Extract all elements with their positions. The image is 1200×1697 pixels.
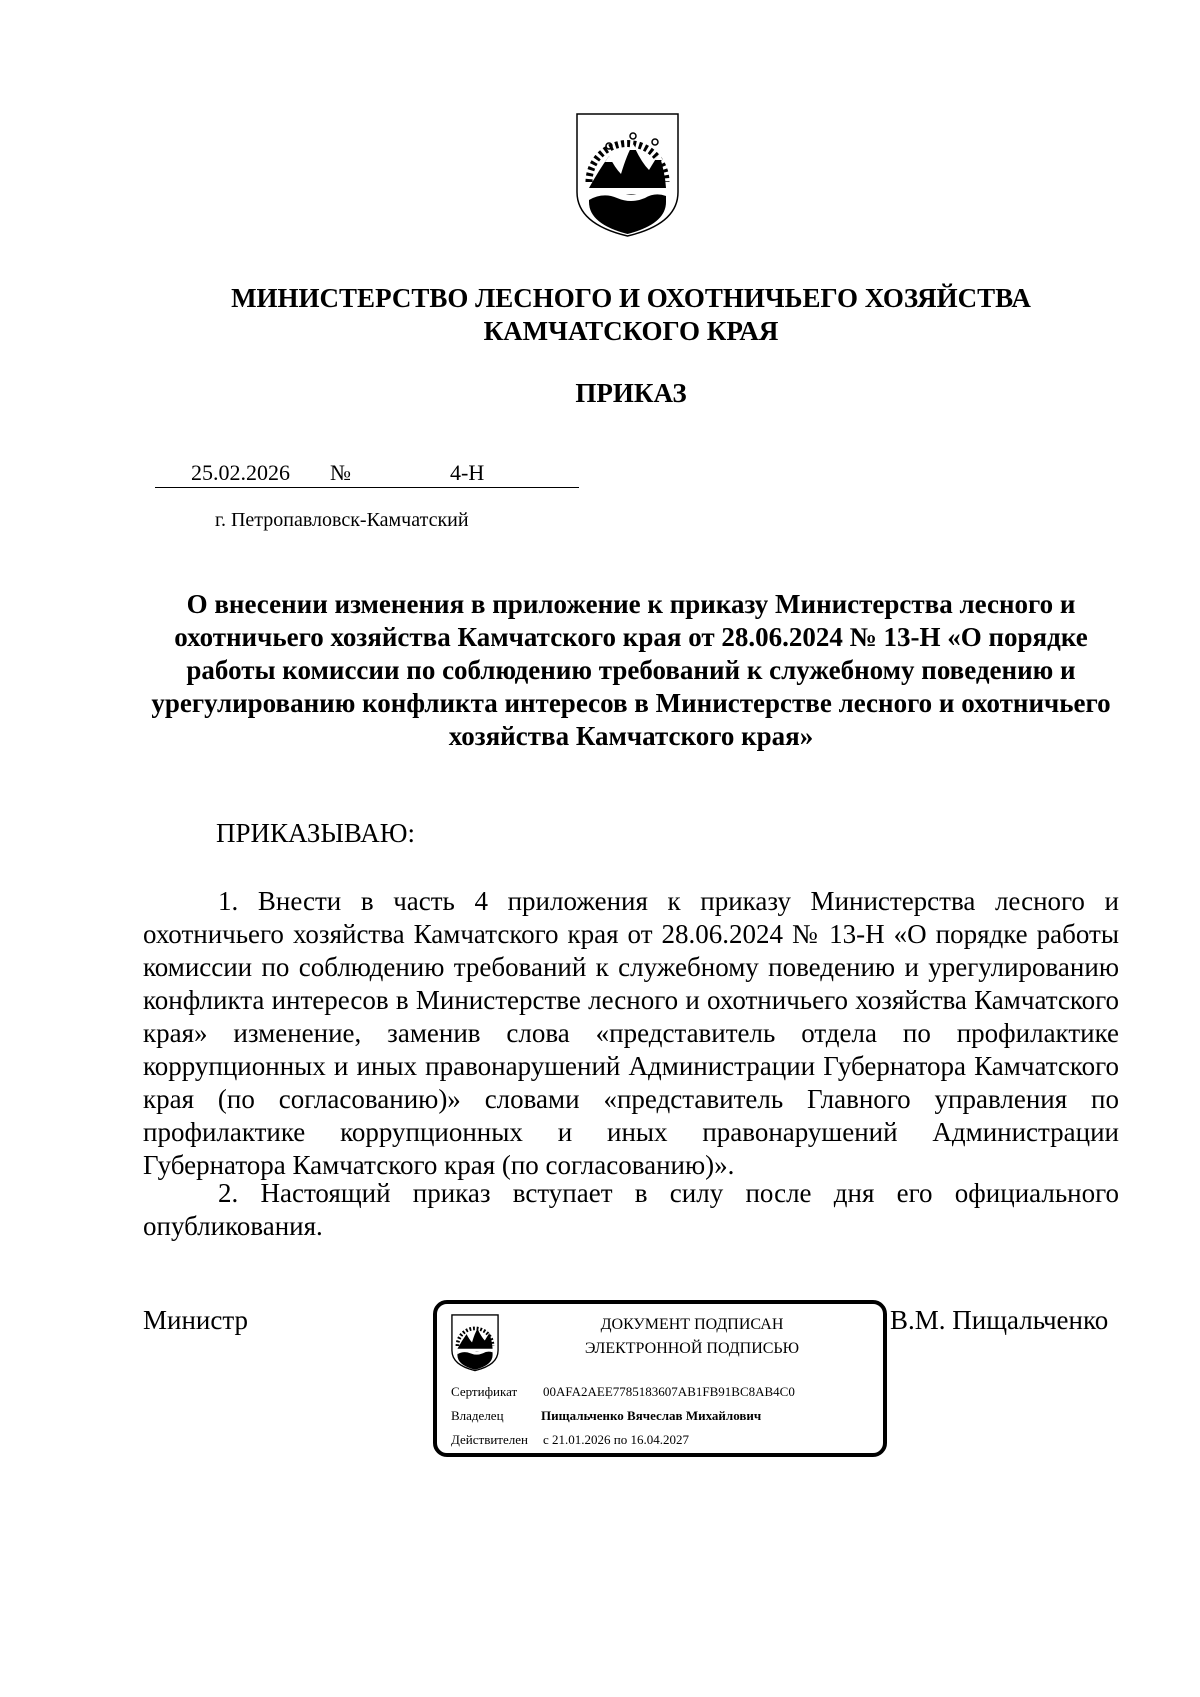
stamp-emblem-icon	[451, 1314, 499, 1372]
stamp-owner-row	[451, 1408, 761, 1424]
signatory-name: В.М. Пищальченко	[890, 1305, 1109, 1335]
stamp-certificate-row	[451, 1384, 795, 1400]
electronic-signature-stamp	[433, 1300, 887, 1457]
stamp-heading-line-1: ДОКУМЕНТ ПОДПИСАН	[600, 1316, 784, 1333]
signatory-title: Министр	[143, 1305, 248, 1335]
order-paragraph-2: 2. Настоящий приказ вступает в силу после дня его официального опубликования.	[143, 1178, 1119, 1241]
order-number: 4-Н	[450, 460, 485, 485]
stamp-owner-label: Владелец	[451, 1408, 504, 1423]
coat-of-arms-emblem	[575, 112, 680, 239]
order-paragraph-1: 1. Внести в часть 4 приложения к приказу Министерства лесного и охотничьего хозяйства Камчатского края от 28.06.2024 № 13-Н «О порядке работы комиссии по соблюдению требований к служебному поведению и урегулированию конфликта интересов в Министерстве лесного и охотничьего хозяйства Камчатского края» изменение, заменив слова «представитель отдела по профилактике коррупционных и иных правонарушений Администрации Губернатора Камчатского края (по согласованию)» словами «представитель Главного управления по профилактике коррупционных и иных правонарушений Администрации Губернатора Камчатского края (по согласованию)».	[143, 886, 1119, 1180]
date-number-line	[155, 460, 579, 488]
order-subject-heading: О внесении изменения в приложение к приказу Министерства лесного и охотничьего хозяйства Камчатского края от 28.06.2024 № 13-Н «О порядке работы комиссии по соблюдению требований к служебному поведению и урегулированию конфликта интересов в Министерстве лесного и охотничьего хозяйства Камчатского края»	[151, 589, 1111, 751]
ministry-name-line-2: КАМЧАТСКОГО КРАЯ	[483, 316, 779, 346]
stamp-heading-line-2: ЭЛЕКТРОННОЙ ПОДПИСЬЮ	[584, 1340, 800, 1357]
stamp-certificate-label: Сертификат	[451, 1384, 518, 1399]
stamp-owner-value: Пищальченко Вячеслав Михайлович	[541, 1408, 762, 1423]
order-date: 25.02.2026	[191, 460, 290, 485]
underline-rule	[155, 487, 579, 488]
number-sign: №	[330, 460, 351, 485]
document-type-title: ПРИКАЗ	[575, 378, 687, 408]
stamp-validity-row	[451, 1432, 689, 1448]
ministry-name-line-1: МИНИСТЕРСТВО ЛЕСНОГО И ОХОТНИЧЬЕГО ХОЗЯЙСТВА	[231, 283, 1031, 313]
stamp-certificate-value: 00AFA2AEE7785183607AB1FB91BC8AB4C0	[543, 1384, 795, 1399]
stamp-validity-value: с 21.01.2026 по 16.04.2027	[543, 1432, 689, 1447]
stamp-validity-label: Действителен	[451, 1432, 528, 1447]
command-word: ПРИКАЗЫВАЮ:	[216, 818, 415, 848]
city-name: г. Петропавловск-Камчатский	[215, 509, 469, 531]
